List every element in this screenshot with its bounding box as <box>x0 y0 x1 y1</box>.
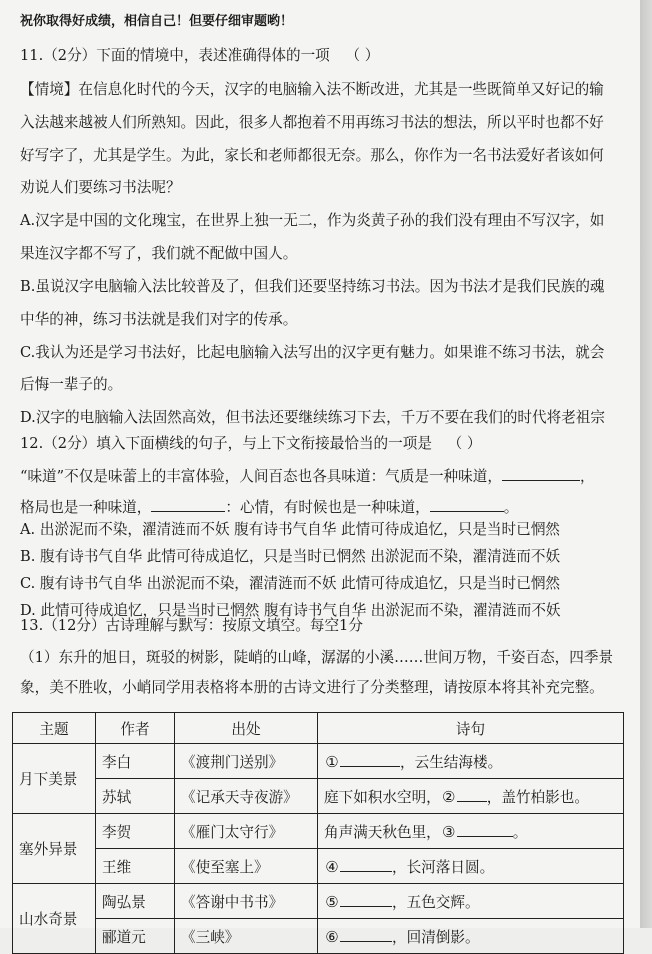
table-row <box>13 744 624 779</box>
q13-intro-line: （1）东升的旭日，斑驳的树影，陡峭的山峰，潺潺的小溪……世间万物，千姿百态，四季景 <box>20 649 614 666</box>
blank-number: ⑤ <box>325 892 339 911</box>
verse-post: 。 <box>512 823 528 841</box>
header-author: 作者 <box>96 713 175 744</box>
verse-cell <box>318 849 624 884</box>
blank-number: ② <box>442 787 456 806</box>
verse-blank-3[interactable] <box>457 822 513 837</box>
header-theme: 主题 <box>13 713 96 744</box>
verse-pre: 角声满天秋色里， <box>324 823 441 841</box>
verse-cell <box>318 814 624 849</box>
q11-option-c: C.我认为还是学习书法好，比起电脑输入法写出的汉字更有魅力。如果谁不练习书法，就会 <box>20 344 605 361</box>
q12-passage-text: 格局也是一种味道， <box>20 499 152 516</box>
q11-answer-paren: （ ） <box>345 47 380 64</box>
q11-context-line: 劝说人们要练习书法呢？ <box>20 179 181 196</box>
verse-blank-2[interactable] <box>457 787 487 802</box>
q11-option-a-cont: 果连汉字都不写了，我们就不配做中国人。 <box>20 245 298 262</box>
source-cell: 《三峡》 <box>175 919 318 954</box>
verse-cell <box>318 779 624 814</box>
blank-number: ③ <box>442 822 456 841</box>
q12-option-a: A. 出淤泥而不染，濯清涟而不妖 腹有诗书气自华 此情可待成追忆，只是当时已惘然 <box>20 521 560 538</box>
q11-option-b-cont: 中华的神，练习书法就是我们对字的传承。 <box>20 311 298 328</box>
author-cell: 陶弘景 <box>96 884 175 919</box>
page-edge <box>640 0 652 928</box>
q12-stem-text: 12.（2分）填入下面横线的句子，与上下文衔接最恰当的一项是 <box>20 435 432 452</box>
q12-blank-2[interactable] <box>151 497 225 512</box>
source-cell: 《答谢中书书》 <box>175 884 318 919</box>
q12-answer-paren: （ ） <box>447 435 482 452</box>
q11-option-c-cont: 后悔一辈子的。 <box>20 376 123 393</box>
verse-pre: 庭下如积水空明， <box>324 788 441 806</box>
table-row <box>13 919 624 954</box>
author-cell: 李贺 <box>96 814 175 849</box>
q12-option-d: D. 此情可待成追忆，只是当时已惘然 腹有诗书气自华 出淤泥而不染，濯清涟而不妖 <box>20 602 561 619</box>
q11-stem-text: 11.（2分）下面的情境中，表述准确得体的一项 <box>20 47 330 64</box>
q12-blank-1[interactable] <box>502 466 580 481</box>
theme-cell: 塞外异景 <box>13 814 96 884</box>
q11-option-a: A.汉字是中国的文化瑰宝，在世界上独一无二，作为炎黄子孙的我们没有理由不写汉字，如 <box>20 212 605 229</box>
theme-cell: 山水奇景 <box>13 884 96 954</box>
blank-number: ① <box>325 752 339 771</box>
source-cell: 《使至塞上》 <box>175 849 318 884</box>
q12-option-c: C. 腹有诗书气自华 出淤泥而不染，濯清涟而不妖 此情可待成追忆，只是当时已惘然 <box>20 575 560 592</box>
verse-cell <box>318 884 624 919</box>
table-row <box>13 814 624 849</box>
table-row <box>13 884 624 919</box>
author-cell: 郦道元 <box>96 919 175 954</box>
author-cell: 李白 <box>96 744 175 779</box>
q12-passage-line-1 <box>20 466 628 487</box>
verse-blank-4[interactable] <box>340 857 392 872</box>
verse-cell <box>318 744 624 779</box>
source-cell: 《记承天寺夜游》 <box>175 779 318 814</box>
q11-stem <box>20 46 628 66</box>
q12-stem <box>20 434 628 454</box>
blank-number: ⑥ <box>325 927 339 946</box>
verse-cell <box>318 919 624 954</box>
table-row <box>13 849 624 884</box>
verse-post: ，长河落日圆。 <box>392 858 495 876</box>
verse-post: ，回清倒影。 <box>392 928 480 946</box>
theme-cell: 月下美景 <box>13 744 96 814</box>
q12-passage-text: 。 <box>503 499 519 516</box>
q12-passage-text: “味道”不仅是味蕾上的丰富体验，人间百态也各具味道：气质是一种味道， <box>20 468 502 485</box>
q11-context-line: 入法越来越被人们所熟知。因此，很多人都抱着不用再练习书法的想法，所以平时也都不好 <box>20 114 604 131</box>
author-cell: 苏轼 <box>96 779 175 814</box>
q12-option-b: B. 腹有诗书气自华 此情可待成追忆，只是当时已惘然 出淤泥而不染，濯清涟而不妖 <box>20 548 561 565</box>
header-note: 祝你取得好成绩，相信自己！但要仔细审题哟！ <box>20 14 294 29</box>
verse-post: ，云生结海楼。 <box>400 753 503 771</box>
q13-intro-line: 象，美不胜收，小峭同学用表格将本册的古诗文进行了分类整理，请按原本将其补充完整。 <box>20 679 604 696</box>
source-cell: 《雁门太守行》 <box>175 814 318 849</box>
blank-number: ④ <box>325 857 339 876</box>
verse-post: ，五色交辉。 <box>392 893 480 911</box>
author-cell: 王维 <box>96 849 175 884</box>
q12-passage-line-2 <box>20 497 628 518</box>
q11-option-b: B.虽说汉字电脑输入法比较普及了，但我们还要坚持练习书法。因为书法才是我们民族的魂 <box>20 278 605 295</box>
q12-passage-text: ， <box>579 468 595 485</box>
verse-blank-5[interactable] <box>340 892 392 907</box>
verse-blank-1[interactable] <box>340 752 400 767</box>
q12-blank-3[interactable] <box>430 497 504 512</box>
poem-table <box>12 712 624 954</box>
q11-context-line: 好写字了，尤其是学生。为此，家长和老师都很无奈。那么，你作为一名书法爱好者该如何 <box>20 147 604 164</box>
poem-table-header <box>13 713 624 744</box>
verse-post: ，盖竹柏影也。 <box>486 788 589 806</box>
q12-passage-text: ：心情，有时候也是一种味道， <box>225 499 430 516</box>
q11-option-d: D.汉字的电脑输入法固然高效，但书法还要继续练习下去，千万不要在我们的时代将老祖宗 <box>20 409 605 426</box>
verse-blank-6[interactable] <box>340 927 392 942</box>
table-row <box>13 779 624 814</box>
header-verse: 诗句 <box>318 713 624 744</box>
q11-context-line: 【情境】在信息化时代的今天，汉字的电脑输入法不断改进，尤其是一些既简单又好记的输 <box>20 81 604 98</box>
header-source: 出处 <box>175 713 318 744</box>
q13-stem: 13.（12分）古诗理解与默写：按原文填空。每空1分 <box>20 617 363 634</box>
source-cell: 《渡荆门送别》 <box>175 744 318 779</box>
